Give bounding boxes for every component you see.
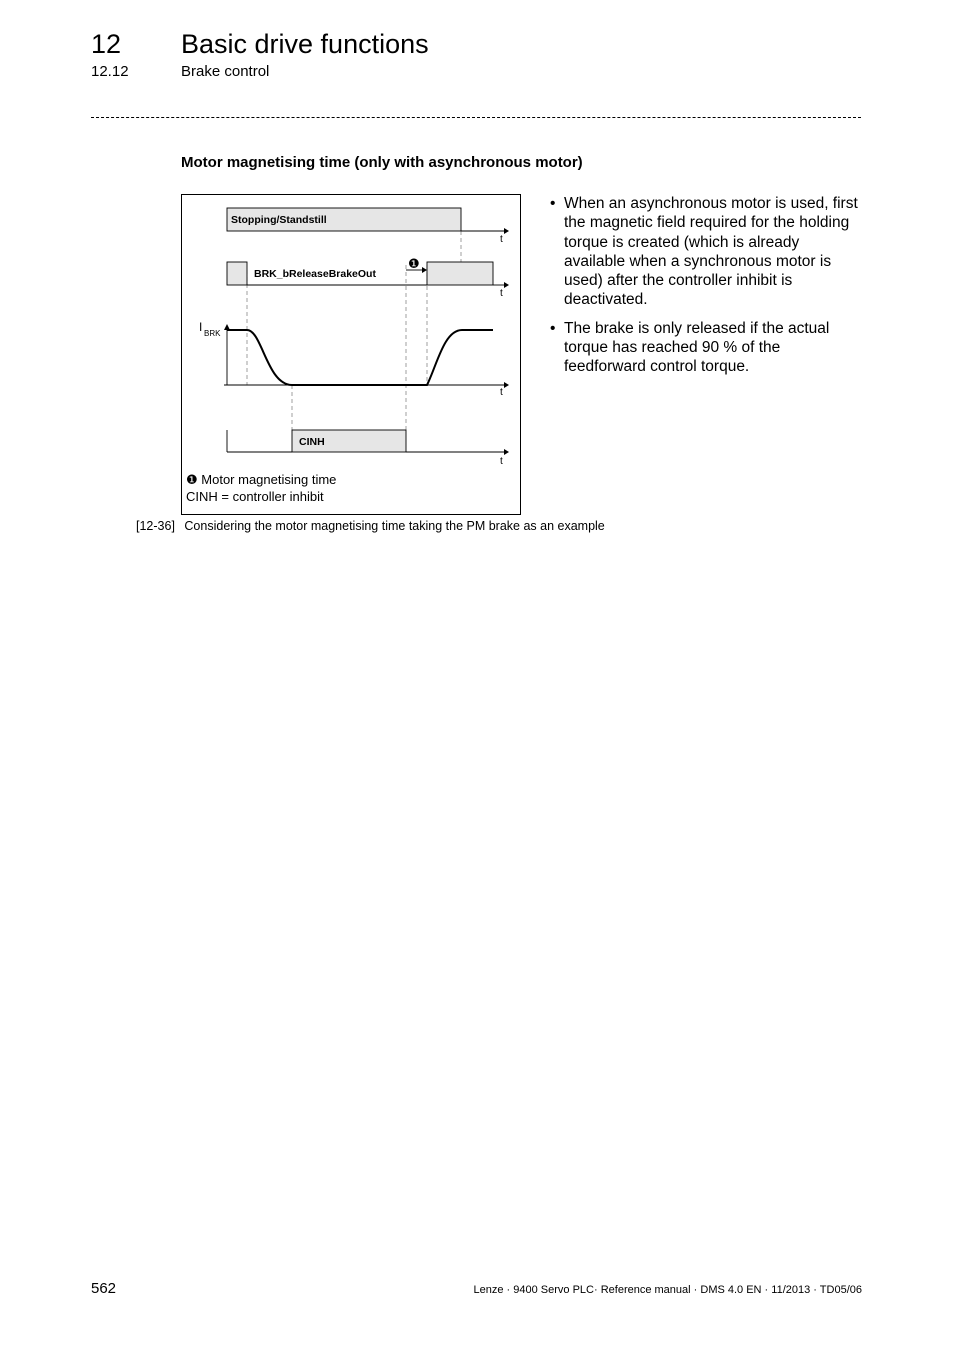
caption-number: [12-36] (136, 519, 175, 533)
axis-arrow-icon (504, 282, 509, 288)
signal-row-stopping (227, 208, 509, 245)
bullet-item: • The brake is only released if the actual torque has reached 90 % of the feedforward control torque. (550, 319, 862, 377)
signal-row-brake-out (227, 257, 509, 299)
brake-out-pulse-1 (227, 262, 247, 285)
axis-arrow-icon (504, 449, 509, 455)
bullet-item: • When an asynchronous motor is used, first the magnetic field required for the holding torque is created (which is already available when a synchronous motor is used) after the controller inhibit is deactivated. (550, 194, 862, 310)
axis-arrow-icon (504, 228, 509, 234)
header-divider (91, 117, 861, 118)
cinh-label: CINH (299, 436, 325, 448)
chapter-number: 12 (91, 29, 122, 59)
footer-text: Lenze · 9400 Servo PLC· Reference manual · DMS 4.0 EN · 11/2013 · TD05/06 (473, 1284, 862, 1296)
time-axis-label: t (500, 234, 503, 245)
current-subscript: BRK (204, 329, 221, 338)
caption-text: Considering the motor magnetising time taking the PM brake as an example (184, 519, 605, 533)
axis-arrow-icon (504, 382, 509, 388)
legend-marker-text: Motor magnetising time (201, 472, 337, 487)
brake-out-label: BRK_bReleaseBrakeOut (254, 268, 376, 280)
legend-marker (186, 471, 336, 488)
marker-1-icon: ❶ (408, 257, 420, 272)
time-axis-label: t (500, 288, 503, 299)
subheading: Motor magnetising time (only with asynchronous motor) (181, 154, 583, 171)
current-curve (227, 330, 493, 385)
arrow-right-icon (422, 267, 427, 273)
current-symbol: I (199, 320, 203, 334)
marker-1-icon: ❶ (186, 472, 198, 487)
brake-out-pulse-2 (427, 262, 493, 285)
time-axis-label: t (500, 387, 503, 398)
stopping-label: Stopping/Standstill (231, 214, 327, 226)
dashed-guides (247, 231, 461, 430)
timing-diagram (182, 195, 522, 516)
signal-row-current (199, 320, 509, 398)
bullet-list (550, 194, 862, 386)
section-number: 12.12 (91, 63, 129, 80)
signal-row-cinh (227, 430, 509, 467)
figure-caption (136, 518, 605, 534)
chapter-title: Basic drive functions (181, 29, 429, 59)
page-number: 562 (91, 1280, 117, 1297)
timing-diagram-figure (181, 194, 521, 515)
time-axis-label: t (500, 456, 503, 467)
legend-cinh: CINH = controller inhibit (186, 489, 324, 504)
section-title: Brake control (181, 63, 270, 80)
